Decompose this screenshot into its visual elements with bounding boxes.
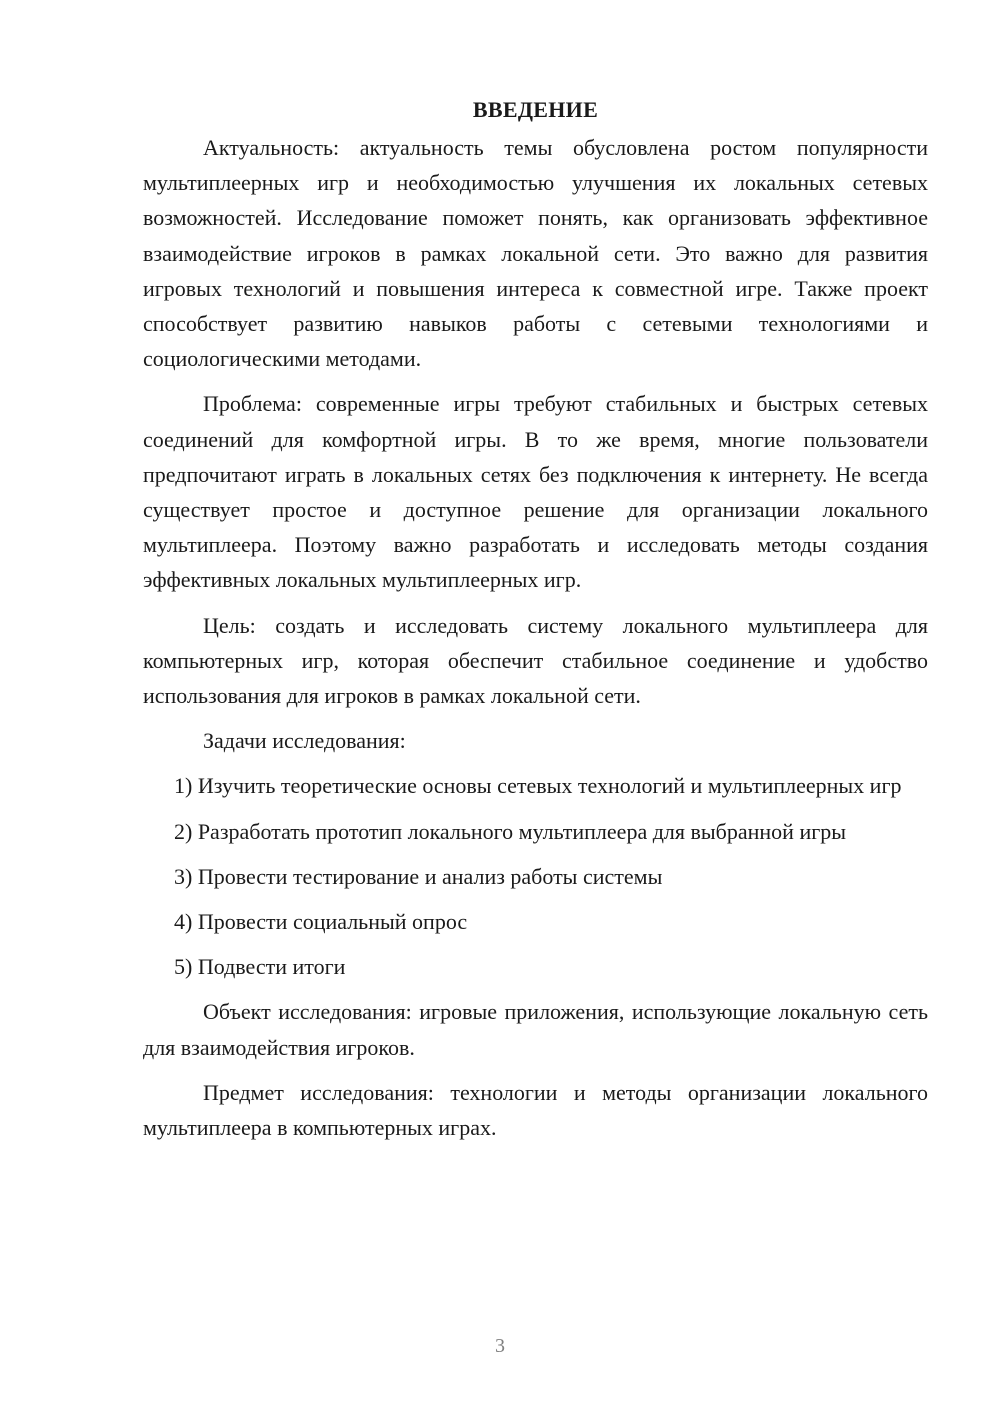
list-item: 1) Изучить теоретические основы сетевых технологий и мультиплеерных игр <box>174 773 902 799</box>
goal-paragraph: Цель: создать и исследовать систему локального мультиплеера для компьютерных игр, которая обеспечит стабильное соединение и удобство использования для игроков в рамках локальной сети. <box>143 612 928 709</box>
tasks-heading: Задачи исследования: <box>203 728 406 754</box>
list-item: 3) Провести тестирование и анализ работы системы <box>174 863 663 889</box>
tasks-list <box>143 768 928 984</box>
page-title: ВВЕДЕНИЕ <box>472 97 599 122</box>
page-number: 3 <box>495 1335 505 1357</box>
document-page <box>143 92 928 1145</box>
relevance-paragraph: Актуальность: актуальность темы обусловлена ростом популярности мультиплеерных игр и необходимостью улучшения их локальных сетевых возможностей. Исследование поможет понять, как организовать эффективное взаимодействие игроков в рамках локальной сети. Это важно для развития игровых технологий и повышения интереса к совместной игре. Также проект способствует развитию навыков работы с сетевыми технологиями и социологическими методами. <box>143 135 928 372</box>
list-item: 4) Провести социальный опрос <box>174 909 468 935</box>
problem-paragraph: Проблема: современные игры требуют стабильных и быстрых сетевых соединений для комфортной игры. В то же время, многие пользователи предпочитают играть в локальных сетях без подключения к интернету. Не всегда существует простое и доступное решение для организации локального мультиплеера. Поэтому важно разработать и исследовать методы создания эффективных локальных мультиплеерных игр. <box>143 391 928 593</box>
object-paragraph: Объект исследования: игровые приложения, использующие локальную сеть для взаимодействия игроков. <box>143 999 928 1060</box>
subject-paragraph: Предмет исследования: технологии и методы организации локального мультиплеера в компьютерных играх. <box>143 1079 928 1141</box>
list-item: 5) Подвести итоги <box>174 954 346 980</box>
list-item: 2) Разработать прототип локального мультиплеера для выбранной игры <box>174 818 847 844</box>
